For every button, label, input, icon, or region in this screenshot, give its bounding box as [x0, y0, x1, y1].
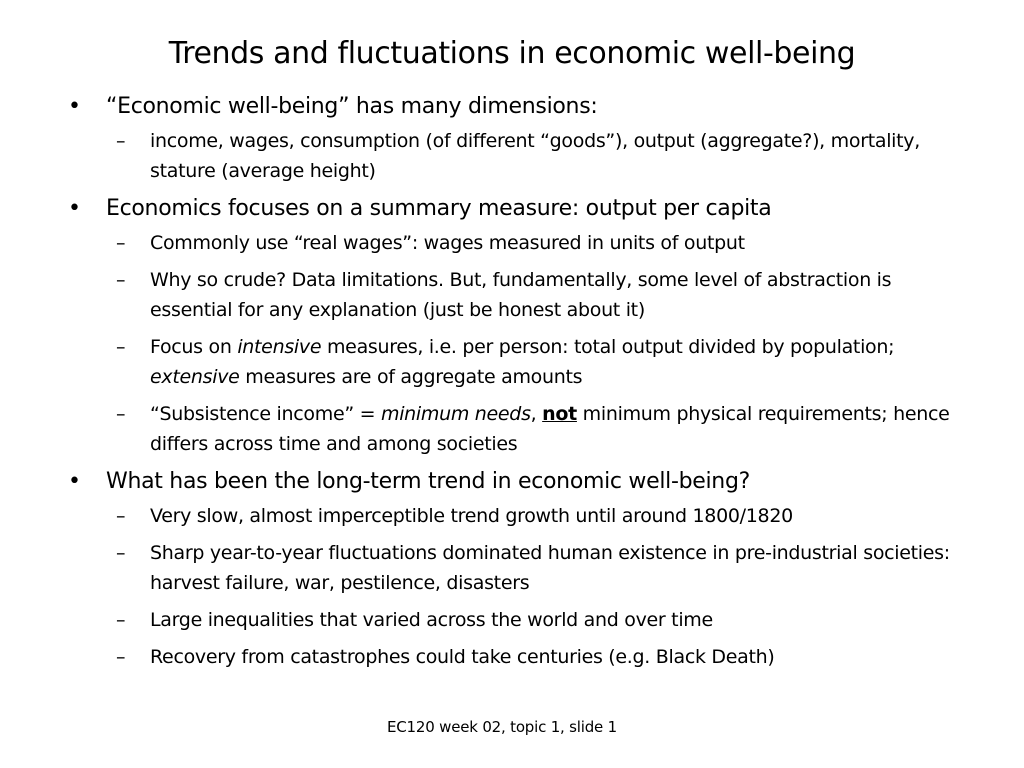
dash-marker: –: [116, 269, 126, 291]
dash-marker: –: [116, 646, 126, 668]
bullet-item: [66, 92, 966, 186]
emphasis-extensive: extensive: [150, 366, 240, 388]
bullet-text: “Economic well-being” has many dimensions:: [106, 94, 598, 119]
sub-item: [106, 332, 966, 392]
sub-item: [106, 501, 966, 531]
bullet-item: [66, 194, 966, 459]
sub-list: [106, 126, 966, 186]
dash-marker: –: [116, 609, 126, 631]
sub-list: [106, 501, 966, 672]
text-run: minimum physical requirements; hence differs across time and among societies: [150, 403, 950, 455]
sub-item: [106, 126, 966, 186]
dash-marker: –: [116, 505, 126, 527]
sub-text: Why so crude? Data limitations. But, fundamentally, some level of abstraction is essential for any explanation (just be honest about it): [150, 269, 892, 321]
dash-marker: –: [116, 336, 126, 358]
text-run: measures are of aggregate amounts: [239, 366, 583, 388]
sub-item: [106, 399, 966, 459]
text-run: “Subsistence income” =: [150, 403, 381, 425]
sub-text: Recovery from catastrophes could take centuries (e.g. Black Death): [150, 646, 775, 668]
sub-text: Very slow, almost imperceptible trend growth until around 1800/1820: [150, 505, 793, 527]
sub-text-rich: [150, 332, 966, 392]
sub-item: [106, 538, 966, 598]
sub-text: income, wages, consumption (of different “goods”), output (aggregate?), mortality, stature (average height): [150, 130, 920, 182]
dash-marker: –: [116, 232, 126, 254]
bullet-list: [66, 92, 966, 680]
sub-item: [106, 265, 966, 325]
dash-marker: –: [116, 130, 126, 152]
slide-title: Trends and fluctuations in economic well-being: [168, 36, 856, 71]
sub-text: Large inequalities that varied across the world and over time: [150, 609, 713, 631]
bullet-text: What has been the long-term trend in economic well-being?: [106, 469, 750, 494]
sub-list: [106, 228, 966, 459]
sub-text: Commonly use “real wages”: wages measured in units of output: [150, 232, 745, 254]
sub-item: [106, 605, 966, 635]
text-run: measures, i.e. per person: total output divided by population;: [321, 336, 895, 358]
sub-text: Sharp year-to-year fluctuations dominated human existence in pre-industrial societies: harvest failure, war, pestilence, disasters: [150, 542, 950, 594]
sub-item: [106, 228, 966, 258]
text-run: ,: [530, 403, 543, 425]
dash-marker: –: [116, 542, 126, 564]
bullet-marker: •: [68, 469, 81, 494]
text-run: Focus on: [150, 336, 238, 358]
emphasis-intensive: intensive: [237, 336, 322, 358]
bullet-text: Economics focuses on a summary measure: output per capita: [106, 196, 772, 221]
emphasis-minimum-needs: minimum needs: [380, 403, 531, 425]
bullet-item: [66, 467, 966, 672]
bullet-marker: •: [68, 94, 81, 119]
sub-text-rich: [150, 399, 966, 459]
dash-marker: –: [116, 403, 126, 425]
slide-footer: EC120 week 02, topic 1, slide 1: [386, 718, 617, 736]
strong-not: not: [542, 403, 577, 425]
bullet-marker: •: [68, 196, 81, 221]
sub-item: [106, 642, 966, 672]
